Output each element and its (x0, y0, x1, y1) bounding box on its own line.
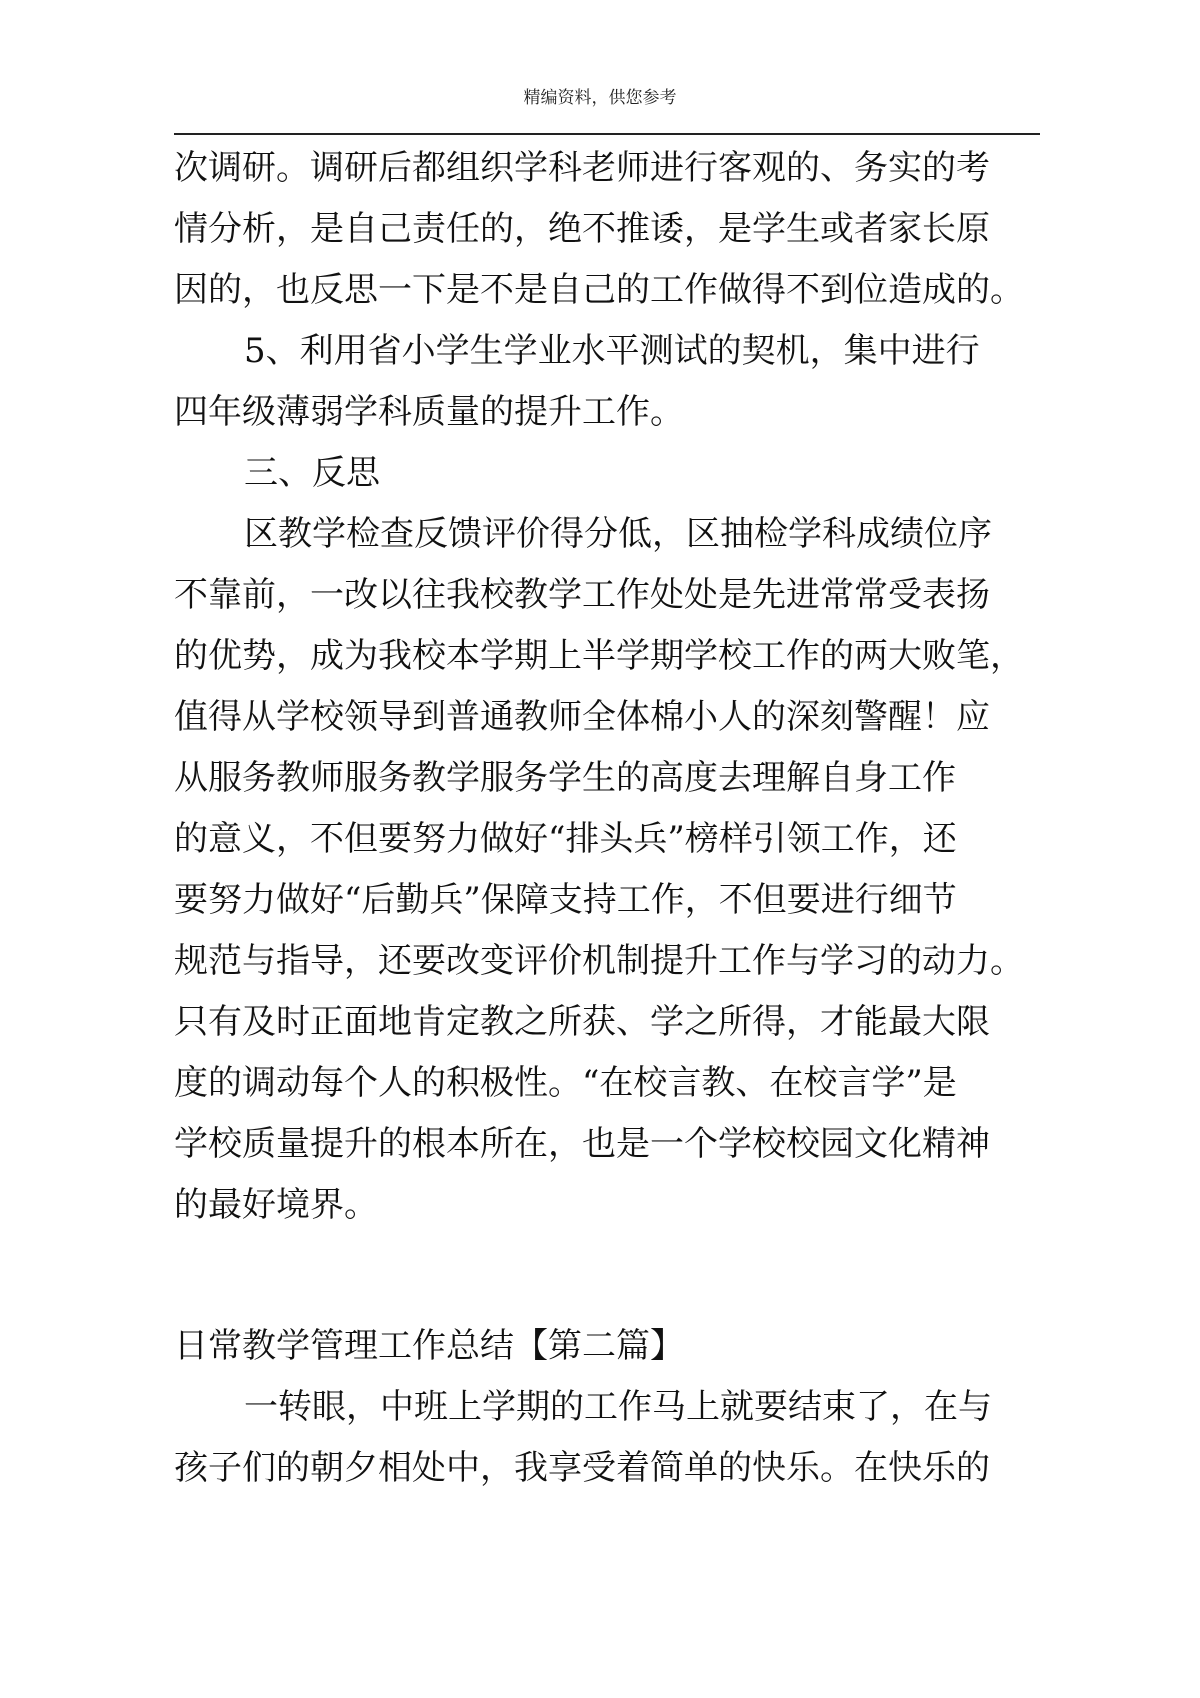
body-line: 的意义，不但要努力做好“排头兵”榜样引领工作，还 (174, 819, 957, 859)
body-line: 度的调动每个人的积极性。“在校言教、在校言学”是 (174, 1063, 957, 1103)
section-title: 日常教学管理工作总结【第二篇】 (174, 1326, 684, 1366)
body-line: 不靠前，一改以往我校教学工作处处是先进常常受表扬 (174, 575, 990, 615)
body-line: 因的，也反思一下是不是自己的工作做得不到位造成的。 (174, 270, 1024, 310)
body-line: 值得从学校领导到普通教师全体棉小人的深刻警醒！应 (174, 697, 990, 737)
body-line-item-5: 5、利用省小学生学业水平测试的契机，集中进行 (244, 331, 980, 371)
body-line: 的最好境界。 (174, 1185, 378, 1225)
body-line: 只有及时正面地肯定教之所获、学之所得，才能最大限 (174, 1002, 990, 1042)
body-line: 区教学检查反馈评价得分低，区抽检学科成绩位序 (244, 514, 992, 554)
body-line: 从服务教师服务教学服务学生的高度去理解自身工作 (174, 758, 956, 798)
body-line: 学校质量提升的根本所在，也是一个学校校园文化精神 (174, 1124, 990, 1164)
body-line: 要努力做好“后勤兵”保障支持工作，不但要进行细节 (174, 880, 957, 920)
body-line: 孩子们的朝夕相处中，我享受着简单的快乐。在快乐的 (174, 1448, 990, 1488)
section-heading-reflection: 三、反思 (244, 453, 380, 493)
body-line: 四年级薄弱学科质量的提升工作。 (174, 392, 684, 432)
body-line: 情分析，是自己责任的，绝不推诿，是学生或者家长原 (174, 209, 990, 249)
header-divider (174, 133, 1040, 135)
body-line: 次调研。调研后都组织学科老师进行客观的、务实的考 (174, 148, 990, 188)
body-line: 规范与指导，还要改变评价机制提升工作与学习的动力。 (174, 941, 1024, 981)
body-line: 一转眼，中班上学期的工作马上就要结束了，在与 (244, 1387, 992, 1427)
page-header: 精编资料，供您参考 (523, 88, 677, 108)
body-line: 的优势，成为我校本学期上半学期学校工作的两大败笔， (174, 636, 1024, 676)
